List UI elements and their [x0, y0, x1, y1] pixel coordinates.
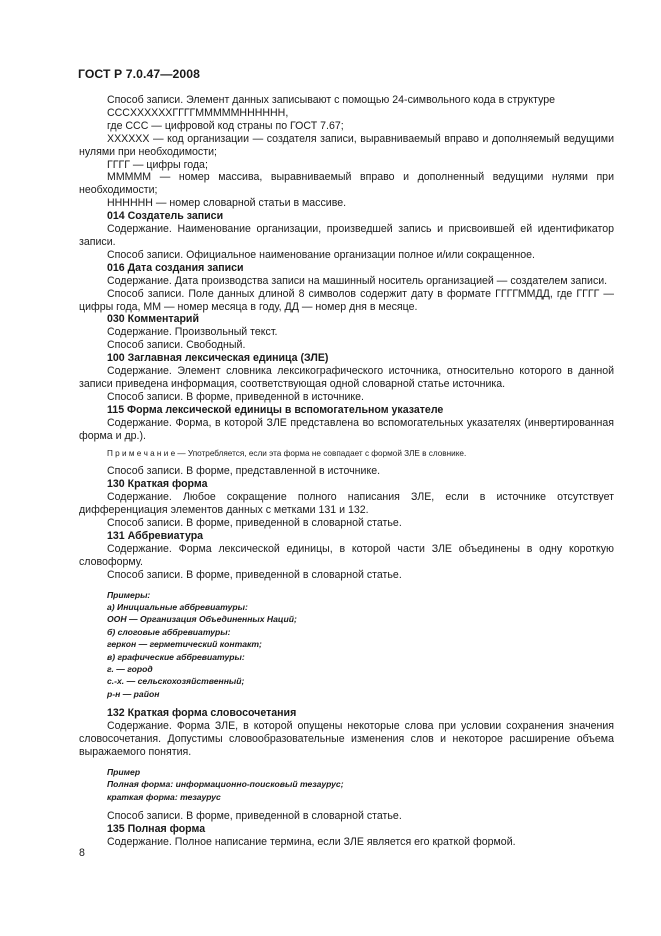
example-line: с.-х. — сельскохозяйственный;	[107, 676, 245, 687]
paragraph: где ССС — цифровой код страны по ГОСТ 7.67;	[107, 119, 344, 132]
example-line: г. — город	[107, 664, 153, 675]
paragraph: СССXXXXXXГГГГMMMMMHHHHHH,	[107, 106, 289, 119]
section-heading-135: 135 Полная форма	[107, 823, 206, 836]
example-line: ООН — Организация Объединенных Наций;	[107, 614, 297, 625]
section-heading-100: 100 Заглавная лексическая единица (ЗЛЕ)	[107, 352, 329, 365]
section-heading-030: 030 Комментарий	[107, 313, 199, 326]
section-heading-130: 130 Краткая форма	[107, 478, 208, 491]
example-line: а) Инициальные аббревиатуры:	[107, 602, 248, 613]
paragraph: Содержание. Форма лексической единицы, в которой части ЗЛЕ объединены в одну короткую словоформу.	[79, 542, 614, 568]
example-line: в) графические аббревиатуры:	[107, 651, 245, 662]
paragraph: ГГГГ — цифры года;	[107, 158, 208, 171]
paragraph: Содержание. Полное написание термина, если ЗЛЕ является его краткой формой.	[107, 835, 516, 848]
paragraph: Содержание. Элемент словника лексикографического источника, относительно которого в данной записи приведена информация, соответствующая одной словарной статье источника.	[79, 365, 614, 390]
paragraph: Способ записи. Официальное наименование организации полное и/или сокращенное.	[107, 248, 535, 261]
page-header-title: ГОСТ Р 7.0.47—2008	[78, 67, 201, 81]
example-line: Примеры:	[107, 589, 151, 600]
paragraph: Способ записи. Поле данных длиной 8 символов содержит дату в формате ГГГГММДД, где ГГГГ — цифры года, ММ — номер месяца в году, ДД — номер дня в месяце.	[79, 287, 614, 313]
paragraph: HHHHHH — номер словарной статьи в массиве.	[107, 197, 347, 210]
paragraph: Способ записи. В форме, приведенной в словарной статье.	[107, 568, 402, 581]
example-line: р-н — район	[107, 688, 160, 699]
paragraph: Содержание. Дата производства записи на машинный носитель организацией — создателем записи.	[107, 274, 608, 287]
paragraph: Содержание. Форма ЗЛЕ, в которой опущены некоторые слова при условии сохранения значения словосочетания. Допустимы словообразовательные изменения слов и некоторое расширение объема выражаемого понятия.	[79, 720, 614, 758]
paragraph: Способ записи. Элемент данных записывают с помощью 24-символьного кода в структуре	[107, 94, 556, 106]
paragraph: Способ записи. В форме, представленной в источнике.	[107, 465, 381, 478]
paragraph: Способ записи. Свободный.	[107, 339, 246, 352]
note: П р и м е ч а н и е — Употребляется, если эта форма не совпадает с формой ЗЛЕ в словнике.	[107, 449, 467, 459]
page-number: 8	[79, 847, 85, 859]
section-heading-115: 115 Форма лексической единицы в вспомогательном указателе	[107, 403, 444, 416]
paragraph: Содержание. Наименование организации, произведшей запись и присвоившей ей идентификатор записи.	[79, 223, 614, 248]
section-heading-131: 131 Аббревиатура	[107, 530, 204, 542]
paragraph: Способ записи. В форме, приведенной в словарной статье.	[107, 517, 402, 530]
examples-block	[79, 589, 614, 701]
example-line: Полная форма: информационно-поисковый тезаурус;	[107, 779, 344, 790]
paragraph: MMMMM — номер массива, выравниваемый вправо и дополненный ведущими нулями при необходимости;	[79, 171, 614, 197]
section-heading-014: 014 Создатель записи	[107, 210, 224, 223]
page-content	[79, 94, 614, 849]
paragraph: Содержание. Форма, в которой ЗЛЕ представлена во вспомогательных указателях (инвертированная форма и др.).	[79, 416, 614, 442]
example-line: Пример	[107, 766, 141, 777]
paragraph: Содержание. Любое сокращение полного написания ЗЛЕ, если в источнике отсутствует дифференциация элементов данных с метками 131 и 132.	[79, 491, 614, 517]
paragraph: Способ записи. В форме, приведенной в словарной статье.	[107, 810, 402, 823]
section-heading-132: 132 Краткая форма словосочетания	[107, 707, 297, 720]
section-heading-016: 016 Дата создания записи	[107, 261, 244, 274]
example-line: б) слоговые аббревиатуры:	[107, 626, 231, 637]
paragraph: Способ записи. В форме, приведенной в источнике.	[107, 390, 364, 403]
example-line: краткая форма: тезаурус	[107, 791, 221, 802]
example-line: геркон — герметический контакт;	[107, 639, 262, 650]
paragraph: XXXXXX — код организации — создателя записи, выравниваемый вправо и дополняемый ведущими нулями при необходимости;	[79, 132, 614, 158]
paragraph: Содержание. Произвольный текст.	[107, 326, 278, 339]
example-block	[79, 766, 614, 803]
